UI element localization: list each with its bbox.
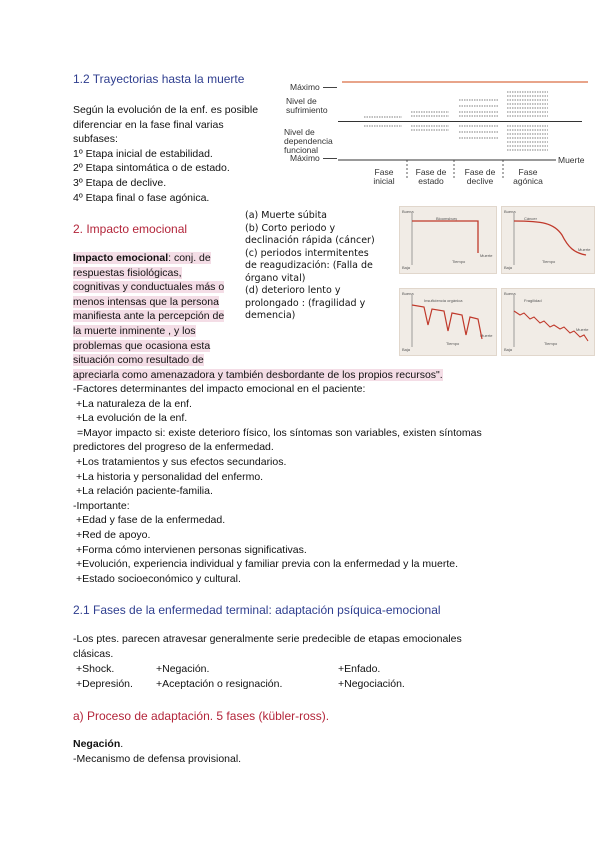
graph-curve [502,289,594,355]
important-item: +Forma cómo intervienen personas significativas. [76,543,307,556]
definition-line: manifiesta ante la percepción de [73,310,225,323]
graph-y-bottom: Baja [504,265,513,270]
factors-title: -Factores determinantes del impacto emocional en el paciente: [73,383,366,395]
caption-line: declinación rápida (cáncer) [245,235,375,246]
phase-line: declive [466,176,494,186]
greater-impact-line: predictores del progreso de la enfermedad. [73,441,274,454]
max-bottom-label: Máximo [290,153,320,163]
factor-item: +La naturaleza de la enf. [76,397,192,410]
caption-line: (a) Muerte súbita [245,210,327,221]
section-1-2-title: 1.2 Trayectorias hasta la muerte [73,72,245,86]
phase-line: estado [418,176,444,186]
stage-item: 4º Etapa final o fase agónica. [73,191,210,204]
section-2-1-title: 2.1 Fases de la enfermedad terminal: adaptación psíquica-emocional [73,603,441,617]
caption-line: demencia) [245,310,296,321]
stage-item: 3º Etapa de declive. [73,176,167,189]
definition-line: respuestas fisiológicas, [73,266,182,279]
graph-axis: Tiempo [542,259,556,264]
definition-line: la muerte inminente , y los [73,324,196,337]
graph-y-top: Buena [504,209,516,214]
impact-term: Impacto emocional [73,252,169,264]
graph-curve [502,207,594,273]
emotional-stage: +Negación. [156,663,210,675]
definition-line: situación como resultado de [73,354,204,367]
graph-y-bottom: Baja [402,347,411,352]
caption-line: (d) deterioro lento y [245,285,341,296]
phase-line: inicial [373,176,395,186]
caption-line: órgano vital) [245,272,306,284]
negation-block: Negación. -Mecanismo de defensa provisional. [73,738,242,765]
phase-line: agónica [513,176,543,186]
section-2-title: 2. Impacto emocional [73,222,188,236]
negation-line: -Mecanismo de defensa provisional. [73,752,242,765]
important-item: +Estado socioeconómico y cultural. [76,572,241,585]
graph-end: Muerte [578,247,591,252]
graph-y-top: Buena [402,209,414,214]
section-a-title: a) Proceso de adaptación. 5 fases (kübler-ross). [73,709,330,723]
graph-end: Muerte [480,333,493,338]
factor-item: +La relación paciente-familia. [76,485,213,498]
section-1-2-intro [73,103,258,205]
intro-line: clásicas. [73,647,114,660]
emotional-stage: +Negociación. [338,678,405,690]
stage-item: 2º Etapa sintomática o de estado. [73,162,230,175]
phase-label [507,168,549,186]
emotional-stage: +Shock. [76,663,115,675]
definition-line: : conj. de [168,252,211,264]
caption-line: prolongado : (fragilidad y [245,297,366,309]
phase-line: Fase de [464,167,496,177]
definition-line: menos intensas que la persona [73,295,219,308]
graph-series: Bloomsbury [436,216,458,221]
caption-line: (c) periodos intermitentes [245,247,369,259]
emotional-stage: +Enfado. [338,663,381,675]
graph-end: Muerte [480,253,493,258]
phase-line: Fase [518,167,538,177]
intro-line: subfases: [73,133,118,146]
factor-item: +Los tratamientos y sus efectos secundarios. [76,455,287,468]
important-item: +Edad y fase de la enfermedad. [76,514,226,527]
phase-line: Fase [374,167,394,177]
stage-item: 1º Etapa inicial de estabilidad. [73,147,213,160]
emotional-stage: +Depresión. [76,678,133,690]
label-line: Nivel de [284,127,315,137]
impact-definition [73,251,443,382]
greater-impact-line: =Mayor impacto si: existe deterioro físico, los síntomas son variables, existen síntomas [77,426,482,439]
caption-line: de reagudización: (Falla de [245,260,373,271]
label-line: dependencia [284,136,333,146]
label-line: Nivel de [286,96,317,106]
graph-axis: Tiempo [452,259,466,264]
important-item: +Red de apoyo. [76,528,151,541]
trajectory-diagram [268,80,590,190]
factor-item: +La evolución de la enf. [76,412,188,425]
graph-series: Insuficiencia orgánica [424,298,463,303]
phase-label [364,168,404,186]
important-title: -Importante: [73,499,130,512]
intro-line: diferenciar en la fase final varias [73,118,224,131]
definition-line: problemas que ocasiona esta [73,339,211,352]
graph-series: Cáncer [524,216,537,221]
label-line: funcional [284,145,319,155]
phase-label [411,168,451,186]
graph-series: Fragilidad [524,298,542,303]
important-item: +Evolución, experiencia individual y familiar previa con la enfermedad y la muerte. [76,558,458,571]
factors-block [73,382,482,586]
negation-title: Negación [73,738,121,750]
definition-line: apreciarla como amenazadora y también desbordante de los propios recursos". [73,368,443,381]
graph-y-bottom: Baja [504,347,513,352]
graph-axis: Tiempo [544,341,558,346]
trajectory-graph-b [501,206,595,274]
label-line: sufrimiento [286,105,328,115]
factor-item: +La historia y personalidad del enfermo. [76,470,264,483]
death-label: Muerte [558,155,585,165]
caption-line: (b) Corto periodo y [245,222,336,234]
graph-y-top: Buena [402,291,414,296]
intro-line: Según la evolución de la enf. es posible [73,104,259,116]
definition-line: cognitivas y conductuales más o [73,281,225,294]
graph-axis: Tiempo [446,341,460,346]
graph-y-top: Buena [504,291,516,296]
phase-label [459,168,501,186]
emotional-stage: +Aceptación o resignación. [156,678,283,690]
phase-line: Fase de [415,167,447,177]
intro-line: -Los ptes. parecen atravesar generalmente serie predecible de etapas emocionales [73,633,462,645]
graph-end: Muerte [576,327,589,332]
trajectory-graph-d [501,288,595,356]
max-top-label: Máximo [290,82,320,92]
section-2-1-intro [73,632,462,661]
graph-y-bottom: Baja [402,265,411,270]
